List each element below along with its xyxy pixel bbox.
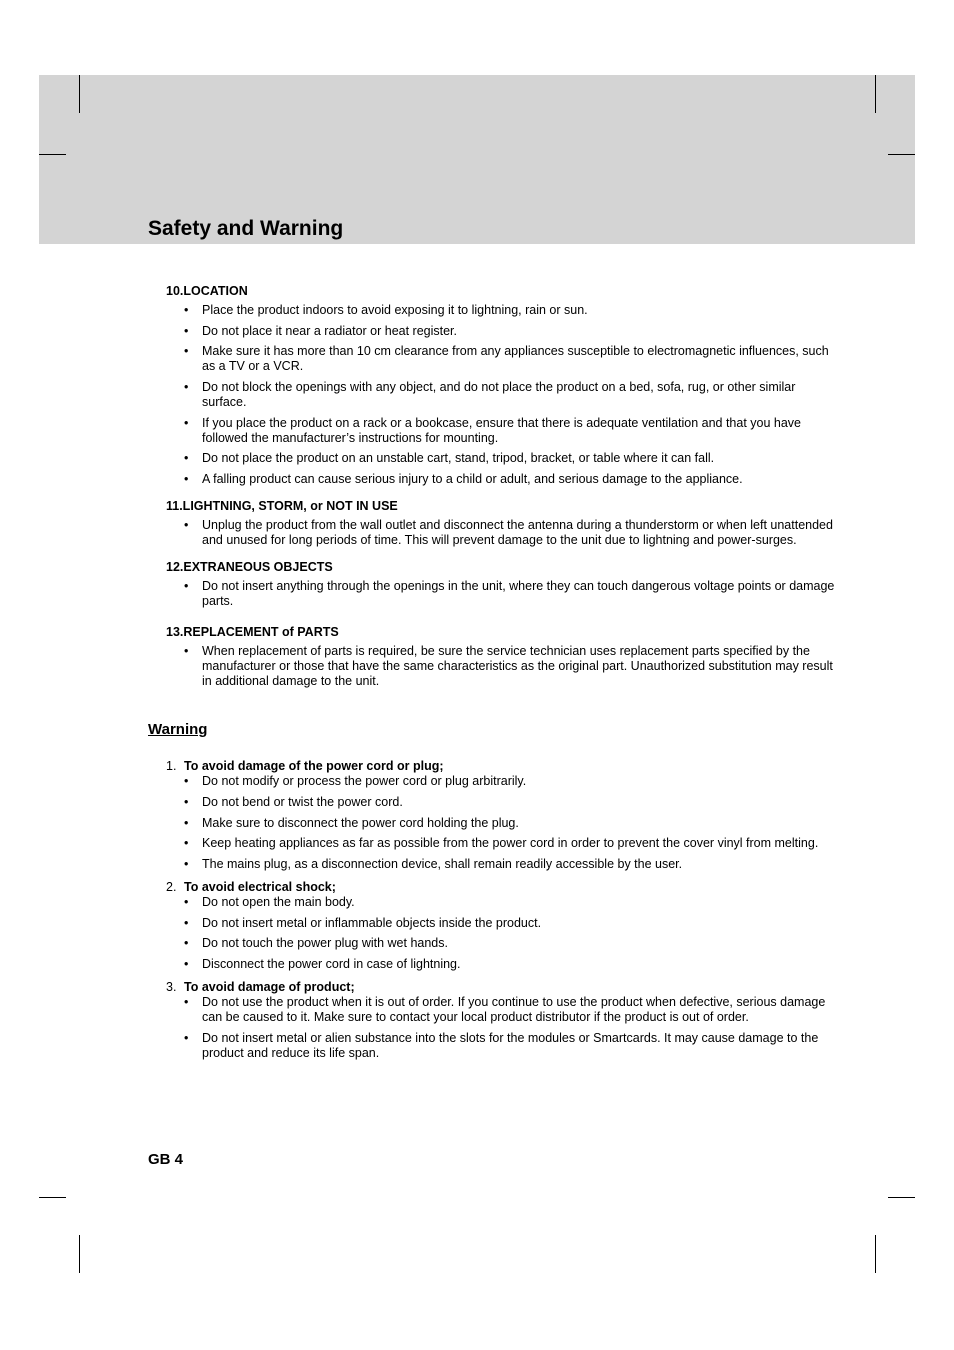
list-item: • Do not insert anything through the openings in the unit, where they can touch dangerous voltage points or damage parts. [148,579,838,609]
list-item: • Do not insert metal or alien substance into the slots for the modules or Smartcards. It may cause damage to the product and reduce its life span. [148,1031,838,1061]
page-number: GB 4 [148,1151,184,1168]
section-heading: 10.LOCATION [166,284,248,298]
crop-mark [875,75,876,113]
warning-item-number: 1. [166,759,177,774]
list-item: • Do not use the product when it is out of order. If you continue to use the product when defective, serious damage can be caused to it. Make sure to contact your local product distributor if the product is out of order. [148,995,838,1025]
list-item: • Disconnect the power cord in case of lightning. [148,957,838,972]
list-item: • Do not modify or process the power cord or plug arbitrarily. [148,774,838,789]
list-item: • Do not place the product on an unstable cart, stand, tripod, bracket, or table where it can fall. [148,451,838,466]
list-item: • Do not touch the power plug with wet hands. [148,936,838,951]
list-item: • Do not place it near a radiator or heat register. [148,324,838,339]
section-replacement-parts [148,625,838,689]
bullet-list [148,895,838,972]
crop-mark [39,154,66,155]
list-item: • Do not open the main body. [148,895,838,910]
bullet-list [148,518,838,548]
section-heading: 13.REPLACEMENT of PARTS [166,625,339,640]
crop-mark [79,75,80,113]
list-item: • Unplug the product from the wall outlet and disconnect the antenna during a thunderstorm or when left unattended and unused for long periods of time. This will prevent damage to the unit due to lightning and power-surges. [148,518,838,548]
crop-mark [888,154,915,155]
list-item: • When replacement of parts is required, be sure the service technician uses replacement parts specified by the manufacturer or those that have the same characteristics as the original part. Unauthorized substitution may result in additional damage to the unit. [148,644,838,689]
bullet-list [148,774,838,872]
warning-item-number: 3. [166,979,177,994]
warning-item-heading [148,980,838,995]
warning-item-electrical-shock [148,880,838,972]
warning-item-number: 2. [166,879,177,894]
bullet-list [148,995,838,1061]
section-heading: 11.LIGHTNING, STORM, or NOT IN USE [166,499,398,514]
list-item: • Do not bend or twist the power cord. [148,795,838,810]
warning-item-heading [148,759,838,774]
list-item: • If you place the product on a rack or a bookcase, ensure that there is adequate ventilation and that you have followed the manufacturer’s instructions for mounting. [148,416,838,446]
section-lightning [148,499,838,548]
crop-mark [79,1235,80,1273]
warning-title: Warning [148,721,208,739]
warning-item-heading-text: To avoid damage of product; [184,979,355,994]
crop-mark [875,1235,876,1273]
list-item: • Place the product indoors to avoid exposing it to lightning, rain or sun. [148,303,838,318]
list-item: • The mains plug, as a disconnection device, shall remain readily accessible by the user. [148,857,838,872]
bullet-list [148,303,838,487]
warning-item-power-cord [148,759,838,872]
warning-item-heading [148,880,838,895]
warning-item-heading-text: To avoid electrical shock; [184,879,336,894]
list-item: • Keep heating appliances as far as possible from the power cord in order to prevent the cover vinyl from melting. [148,836,838,851]
list-item: • Do not insert metal or inflammable objects inside the product. [148,916,838,931]
section-extraneous-objects [148,560,838,609]
list-item: • A falling product can cause serious injury to a child or adult, and serious damage to the appliance. [148,472,838,487]
list-item: • Make sure to disconnect the power cord holding the plug. [148,816,838,831]
list-item: • Make sure it has more than 10 cm clearance from any appliances susceptible to electromagnetic influences, such as a TV or a VCR. [148,344,838,374]
crop-mark [888,1197,915,1198]
list-item: • Do not block the openings with any object, and do not place the product on a bed, sofa, rug, or other similar surface. [148,380,838,410]
bullet-list [148,644,838,689]
crop-mark [39,1197,66,1198]
page-title: Safety and Warning [148,217,344,240]
warning-item-product-damage [148,980,838,1061]
section-heading: 12.EXTRANEOUS OBJECTS [166,560,333,575]
content [148,284,838,1069]
section-location [148,284,838,487]
warning-item-heading-text: To avoid damage of the power cord or plug; [184,759,444,774]
bullet-list [148,579,838,609]
